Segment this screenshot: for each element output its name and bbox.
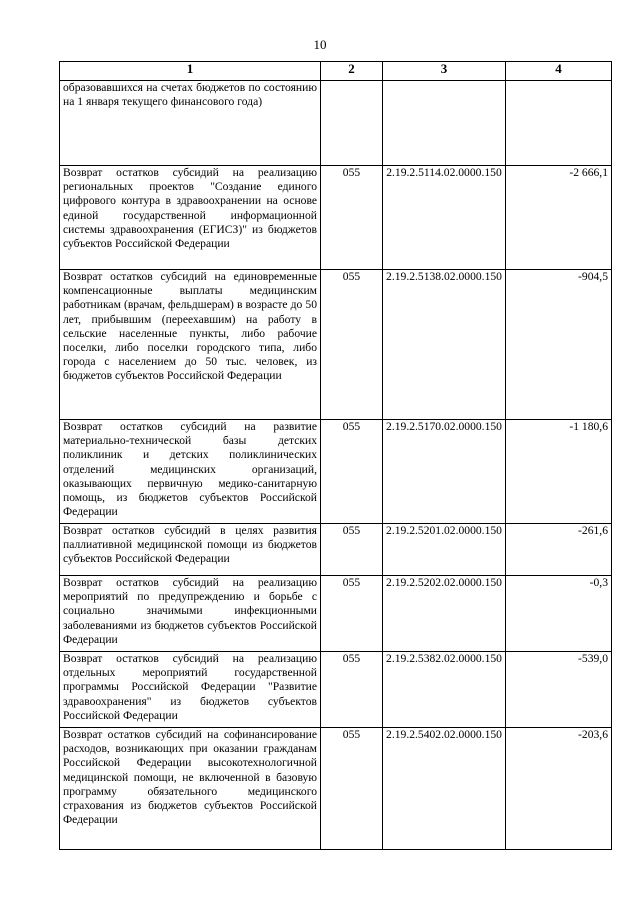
row-description: Возврат остатков субсидий в целях развития паллиативной медицинской помощи из бюджетов субъектов Российской Федерации — [60, 524, 321, 576]
row-amount: -203,6 — [506, 728, 612, 850]
row-description: Возврат остатков субсидий на реализацию региональных проектов "Создание единого цифрового контура в здравоохранении на основе единой государственной информационной системы здравоохранения (ЕГИСЗ)" из бюджетов субъектов Российской Федерации — [60, 166, 321, 270]
row-description: образовавшихся на счетах бюджетов по состоянию на 1 января текущего финансового года) — [60, 81, 321, 166]
row-admin-code: 055 — [321, 524, 383, 576]
table-row — [60, 270, 612, 420]
row-admin-code: 055 — [321, 420, 383, 524]
row-admin-code — [321, 81, 383, 166]
row-admin-code: 055 — [321, 576, 383, 652]
row-budget-code: 2.19.2.5138.02.0000.150 — [383, 270, 506, 420]
table-row — [60, 81, 612, 166]
row-amount — [506, 81, 612, 166]
table-row — [60, 166, 612, 270]
row-amount: -0,3 — [506, 576, 612, 652]
row-description: Возврат остатков субсидий на единовременные компенсационные выплаты медицинским работникам (врачам, фельдшерам) в возрасте до 50 лет, прибывшим (переехавшим) на работу в сельские населенные пункты, либо рабочие поселки, либо поселки городского типа, либо города с населением до 50 тыс. человек, из бюджетов субъектов Российской Федерации — [60, 270, 321, 420]
budget-table — [59, 61, 612, 850]
header-col-1: 1 — [60, 62, 321, 81]
row-description: Возврат остатков субсидий на реализацию отдельных мероприятий государственной программы Российской Федерации "Развитие здравоохранения" из бюджетов субъектов Российской Федерации — [60, 652, 321, 728]
row-budget-code: 2.19.2.5382.02.0000.150 — [383, 652, 506, 728]
page-number: 10 — [313, 37, 327, 52]
row-amount: -1 180,6 — [506, 420, 612, 524]
header-col-2: 2 — [321, 62, 383, 81]
row-description: Возврат остатков субсидий на софинансирование расходов, возникающих при оказании гражданам Российской Федерации высокотехнологичной медицинской помощи, не включенной в базовую программу обязательного медицинского страхования из бюджетов субъектов Российской Федерации — [60, 728, 321, 850]
row-amount: -261,6 — [506, 524, 612, 576]
row-budget-code: 2.19.2.5201.02.0000.150 — [383, 524, 506, 576]
table-row — [60, 652, 612, 728]
row-amount: -2 666,1 — [506, 166, 612, 270]
row-admin-code: 055 — [321, 270, 383, 420]
row-budget-code: 2.19.2.5402.02.0000.150 — [383, 728, 506, 850]
row-amount: -904,5 — [506, 270, 612, 420]
table-row — [60, 524, 612, 576]
row-description: Возврат остатков субсидий на реализацию мероприятий по предупреждению и борьбе с социально значимыми инфекционными заболеваниями из бюджетов субъектов Российской Федерации — [60, 576, 321, 652]
row-admin-code: 055 — [321, 166, 383, 270]
row-budget-code: 2.19.2.5202.02.0000.150 — [383, 576, 506, 652]
header-col-4: 4 — [506, 62, 612, 81]
table-row — [60, 728, 612, 850]
table-row — [60, 576, 612, 652]
table-header-row — [60, 62, 612, 81]
row-budget-code: 2.19.2.5114.02.0000.150 — [383, 166, 506, 270]
row-amount: -539,0 — [506, 652, 612, 728]
row-admin-code: 055 — [321, 728, 383, 850]
table-row — [60, 420, 612, 524]
row-budget-code — [383, 81, 506, 166]
row-description: Возврат остатков субсидий на развитие материально-технической базы детских поликлиник и детских поликлинических отделений медицинских организаций, оказывающих первичную медико-санитарную помощь, из бюджетов субъектов Российской Федерации — [60, 420, 321, 524]
header-col-3: 3 — [383, 62, 506, 81]
row-budget-code: 2.19.2.5170.02.0000.150 — [383, 420, 506, 524]
row-admin-code: 055 — [321, 652, 383, 728]
